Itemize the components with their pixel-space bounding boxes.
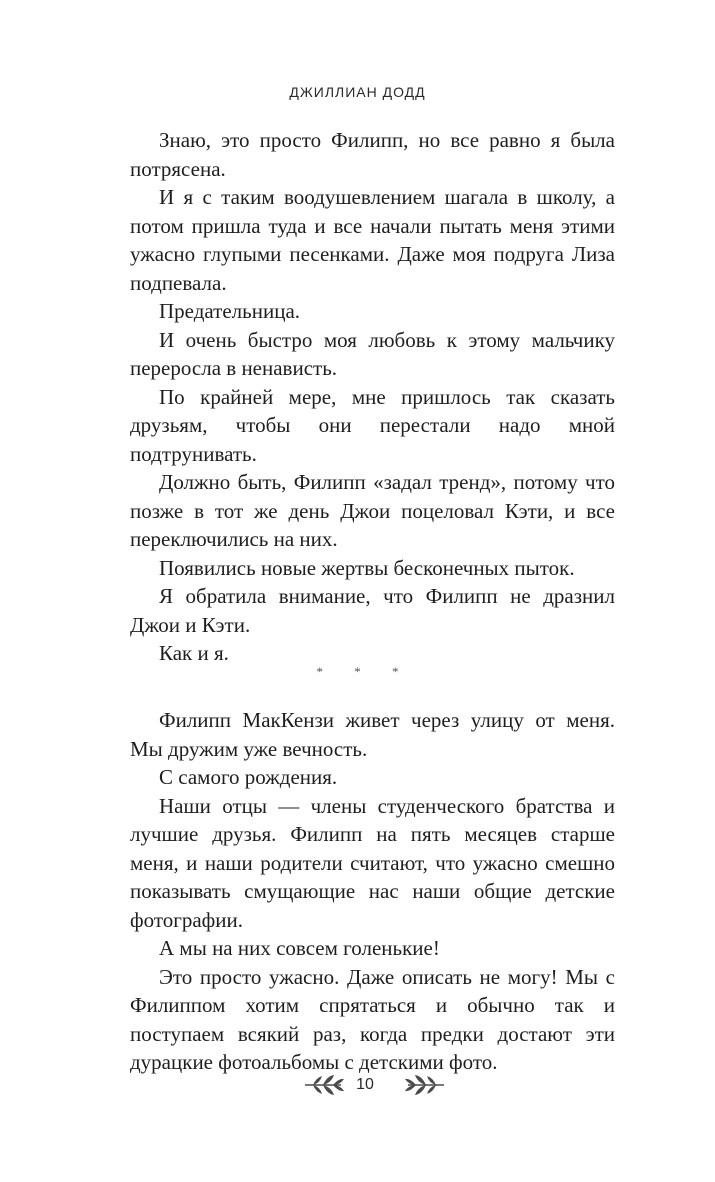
paragraph: Появились новые жертвы бесконечных пыток. — [159, 555, 575, 580]
paragraph: Филипп МакКензи живет через улицу от меня. Мы дружим уже вечность. — [130, 708, 615, 761]
paragraph: И я с таким воодушевлением шагала в школу, а потом пришла туда и все начали пытать меня этими ужасно глупыми песенками. Даже моя подруга Лиза подпевала. — [130, 185, 615, 295]
page-number: 10 — [356, 1076, 374, 1093]
text-section-2 — [130, 706, 615, 1077]
leaf-sprig-left-icon — [303, 1070, 345, 1100]
paragraph: И очень быстро моя любовь к этому мальчику переросла в ненависть. — [130, 327, 615, 380]
paragraph: Я обратила внимание, что Филипп не дразнил Джои и Кэти. — [130, 584, 615, 637]
paragraph: Наши отцы — члены студенческого братства и лучшие друзья. Филипп на пять месяцев старше меня, и наши родители считают, что ужасно смешно показывать смущающие нас наши общие детские фотографии. — [130, 793, 615, 932]
paragraph: Это просто ужасно. Даже описать не могу! Мы с Филиппом хотим спрятаться и обычно так и поступаем всякий раз, когда предки достают эти дурацкие фотоальбомы с детскими фото. — [130, 964, 615, 1074]
paragraph: С самого рождения. — [159, 765, 338, 789]
page-footer — [0, 1062, 715, 1106]
paragraph: Как и я. — [159, 641, 229, 665]
running-head: ДЖИЛЛИАН ДОДД — [289, 84, 426, 100]
paragraph: Предательница. — [159, 299, 301, 323]
paragraph: А мы на них совсем голенькие! — [159, 936, 440, 960]
paragraph: По крайней мере, мне пришлось так сказать друзьям, чтобы они перестали надо мной подтрунивать. — [130, 384, 615, 466]
paragraph: Знаю, это просто Филипп, но все равно я была потрясена. — [130, 128, 615, 181]
text-section-1 — [130, 126, 615, 668]
section-separator: * * * — [316, 664, 413, 679]
paragraph: Должно быть, Филипп «задал тренд», потому что позже в тот же день Джои поцеловал Кэти, и все переключились на них. — [130, 470, 615, 551]
leaf-sprig-right-icon — [404, 1070, 446, 1100]
